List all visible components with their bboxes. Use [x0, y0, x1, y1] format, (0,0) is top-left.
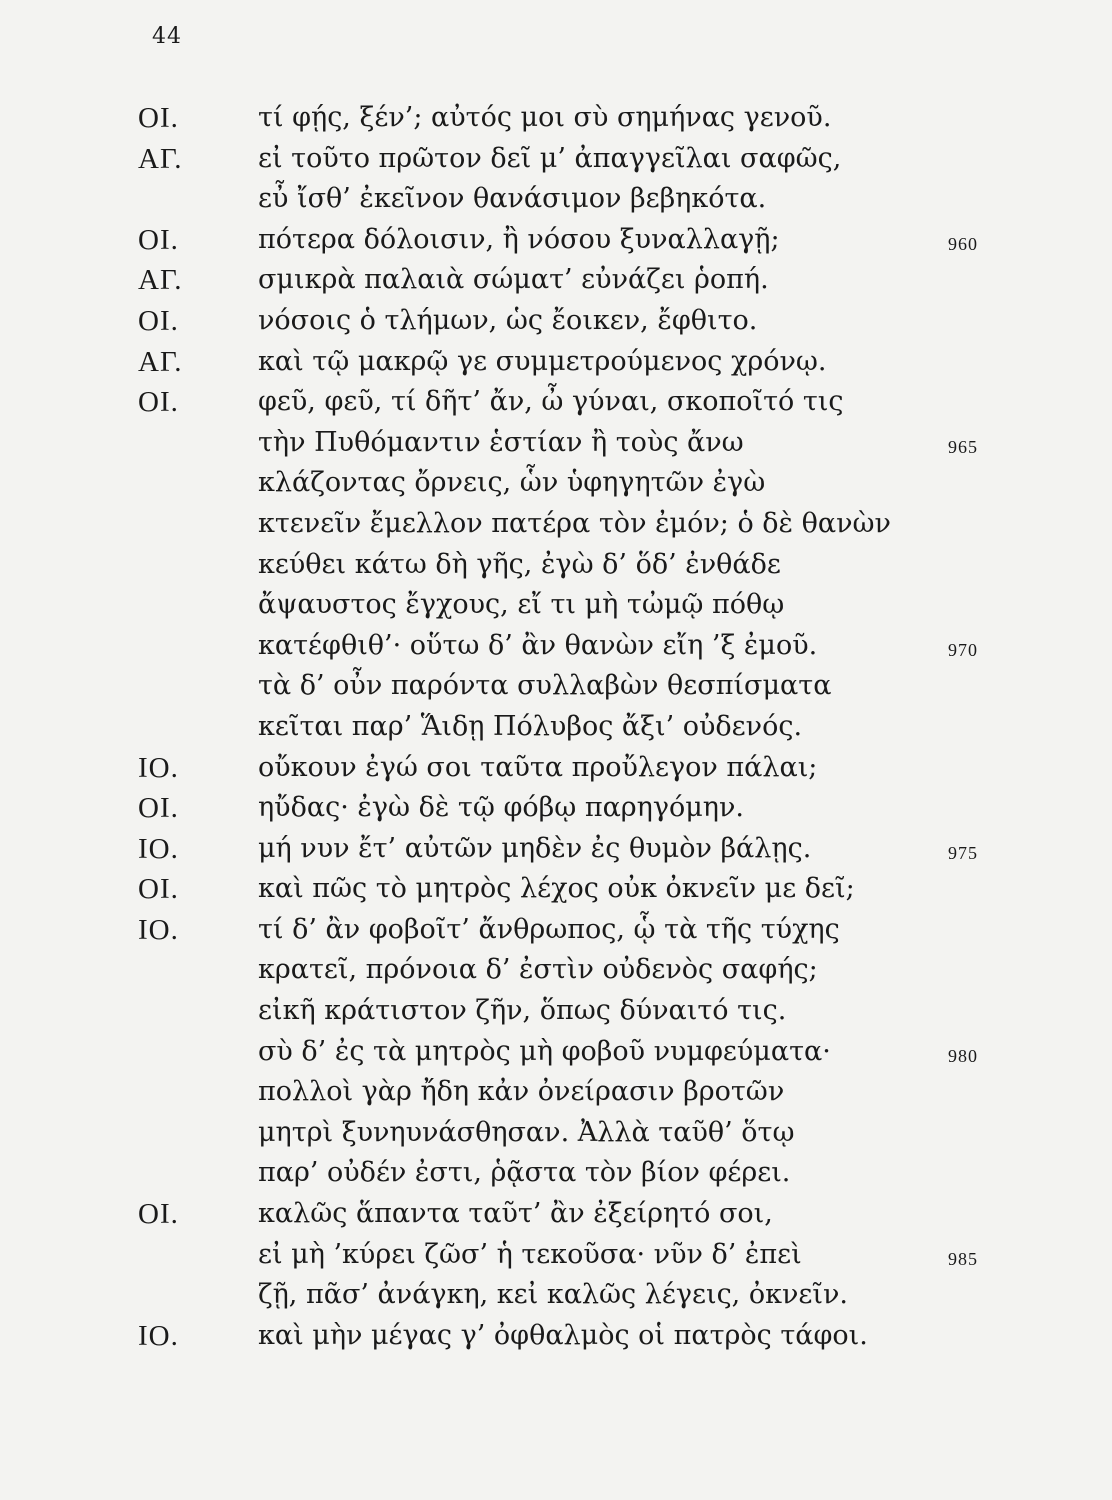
verse-line — [0, 382, 1112, 423]
verse-text: μητρὶ ξυνηυνάσθησαν. Ἀλλὰ ταῦθ’ ὅτῳ — [258, 1116, 795, 1148]
verse-line — [0, 423, 1112, 464]
verse-text: κεῖται παρ’ Ἅιδῃ Πόλυβος ἄξι’ οὐδενός. — [258, 710, 803, 742]
verse-text: ἄψαυστος ἔγχους, εἴ τι μὴ τὠμῷ πόθῳ — [258, 589, 785, 621]
verse-line — [0, 139, 1112, 180]
verse-text: σμικρὰ παλαιὰ σώματ’ εὐνάζει ῥοπή. — [258, 264, 769, 296]
verse-text: φεῦ, φεῦ, τί δῆτ’ ἄν, ὦ γύναι, σκοποῖτό τις — [258, 386, 844, 418]
verse-line — [0, 1275, 1112, 1316]
verse-line — [0, 98, 1112, 139]
speaker-label: ΙΟ. — [138, 751, 179, 784]
verse-text: καὶ τῷ μακρῷ γε συμμετρούμενος χρόνῳ. — [258, 345, 827, 377]
verse-line — [0, 260, 1112, 301]
verse-line — [0, 1235, 1112, 1276]
speaker-label: ΟΙ. — [138, 223, 179, 256]
speaker-label: ΟΙ. — [138, 873, 179, 906]
verse-line — [0, 748, 1112, 789]
verse-text: πότερα δόλοισιν, ἢ νόσου ξυναλλαγῇ; — [258, 223, 780, 255]
verse-line — [0, 1072, 1112, 1113]
speaker-label: ΙΟ. — [138, 913, 179, 946]
verse-text: ηὔδας· ἐγὼ δὲ τῷ φόβῳ παρηγόμην. — [258, 792, 744, 824]
speaker-label: ΙΟ. — [138, 832, 179, 865]
verse-line — [0, 1194, 1112, 1235]
verse-line — [0, 301, 1112, 342]
verse-text: καὶ μὴν μέγας γ’ ὀφθαλμὸς οἱ πατρὸς τάφοι. — [258, 1319, 868, 1351]
speaker-label: ΙΟ. — [138, 1319, 179, 1352]
verse-line — [0, 910, 1112, 951]
verse-line — [0, 991, 1112, 1032]
verse-text: εἰ μὴ ’κύρει ζῶσ’ ἡ τεκοῦσα· νῦν δ’ ἐπεὶ — [258, 1238, 802, 1270]
verse-text: κλάζοντας ὄρνεις, ὧν ὑφηγητῶν ἐγὼ — [258, 467, 766, 499]
verse-line — [0, 1316, 1112, 1357]
verse-text: νόσοις ὁ τλήμων, ὡς ἔοικεν, ἔφθιτο. — [258, 304, 758, 336]
verse-line — [0, 829, 1112, 870]
page-number: 44 — [152, 24, 182, 49]
verse-line — [0, 788, 1112, 829]
verse-text: εὖ ἴσθ’ ἐκεῖνον θανάσιμον βεβηκότα. — [258, 183, 767, 215]
verse-line — [0, 1032, 1112, 1073]
speaker-label: ΟΙ. — [138, 102, 179, 134]
verse-line — [0, 869, 1112, 910]
verse-line — [0, 220, 1112, 261]
speaker-label: ΑΓ. — [138, 345, 183, 378]
verse-line — [0, 626, 1112, 667]
speaker-label: ΟΙ. — [138, 304, 179, 337]
line-number: 960 — [948, 233, 978, 254]
line-number: 970 — [948, 639, 978, 660]
verse-text: τὴν Πυθόμαντιν ἑστίαν ἢ τοὺς ἄνω — [258, 426, 744, 458]
line-number: 980 — [948, 1045, 978, 1066]
verse-line — [0, 666, 1112, 707]
verse-text: κτενεῖν ἔμελλον πατέρα τὸν ἐμόν; ὁ δὲ θανὼν — [258, 507, 891, 539]
verse-text: τὰ δ’ οὖν παρόντα συλλαβὼν θεσπίσματα — [258, 670, 832, 702]
line-number: 965 — [948, 436, 978, 457]
verse-block — [0, 98, 1112, 1356]
verse-text: εἰκῆ κράτιστον ζῆν, ὅπως δύναιτό τις. — [258, 995, 787, 1027]
speaker-label: ΟΙ. — [138, 386, 179, 419]
verse-line — [0, 1113, 1112, 1154]
verse-text: καὶ πῶς τὸ μητρὸς λέχος οὐκ ὀκνεῖν με δεῖ; — [258, 873, 855, 905]
verse-text: κρατεῖ, πρόνοια δ’ ἐστὶν οὐδενὸς σαφής; — [258, 954, 818, 986]
verse-line — [0, 950, 1112, 991]
verse-text: πολλοὶ γὰρ ἤδη κἀν ὀνείρασιν βροτῶν — [258, 1076, 785, 1108]
verse-line — [0, 545, 1112, 586]
speaker-label: ΟΙ. — [138, 792, 179, 825]
verse-text: κεύθει κάτω δὴ γῆς, ἐγὼ δ’ ὅδ’ ἐνθάδε — [258, 548, 781, 580]
verse-line — [0, 585, 1112, 626]
speaker-label: ΟΙ. — [138, 1198, 179, 1231]
speaker-label: ΑΓ. — [138, 142, 183, 175]
verse-text: καλῶς ἅπαντα ταῦτ’ ἂν ἐξείρητό σοι, — [258, 1198, 773, 1230]
verse-text: μή νυν ἔτ’ αὐτῶν μηδὲν ἐς θυμὸν βάλῃς. — [258, 832, 812, 864]
verse-text: τί φῄς, ξέν’; αὐτός μοι σὺ σημήνας γενοῦ. — [258, 102, 832, 133]
verse-line — [0, 707, 1112, 748]
verse-line — [0, 179, 1112, 220]
speaker-label: ΑΓ. — [138, 264, 183, 297]
verse-text: εἰ τοῦτο πρῶτον δεῖ μ’ ἀπαγγεῖλαι σαφῶς, — [258, 142, 842, 174]
verse-line — [0, 504, 1112, 545]
line-number: 975 — [948, 842, 978, 863]
verse-text: ζῇ, πᾶσ’ ἀνάγκη, κεἰ καλῶς λέγεις, ὀκνεῖν. — [258, 1279, 848, 1311]
verse-text: τί δ’ ἂν φοβοῖτ’ ἄνθρωπος, ᾧ τὰ τῆς τύχης — [258, 913, 840, 945]
line-number: 985 — [948, 1248, 978, 1269]
verse-line — [0, 463, 1112, 504]
verse-line — [0, 342, 1112, 383]
verse-text: παρ’ οὐδέν ἐστι, ῥᾷστα τὸν βίον φέρει. — [258, 1157, 791, 1189]
verse-text: κατέφθιθ’· οὕτω δ’ ἂν θανὼν εἴη ’ξ ἐμοῦ. — [258, 629, 818, 661]
verse-line — [0, 1153, 1112, 1194]
verse-text: οὔκουν ἐγώ σοι ταῦτα προὔλεγον πάλαι; — [258, 751, 818, 783]
verse-text: σὺ δ’ ἐς τὰ μητρὸς μὴ φοβοῦ νυμφεύματα· — [258, 1035, 831, 1067]
